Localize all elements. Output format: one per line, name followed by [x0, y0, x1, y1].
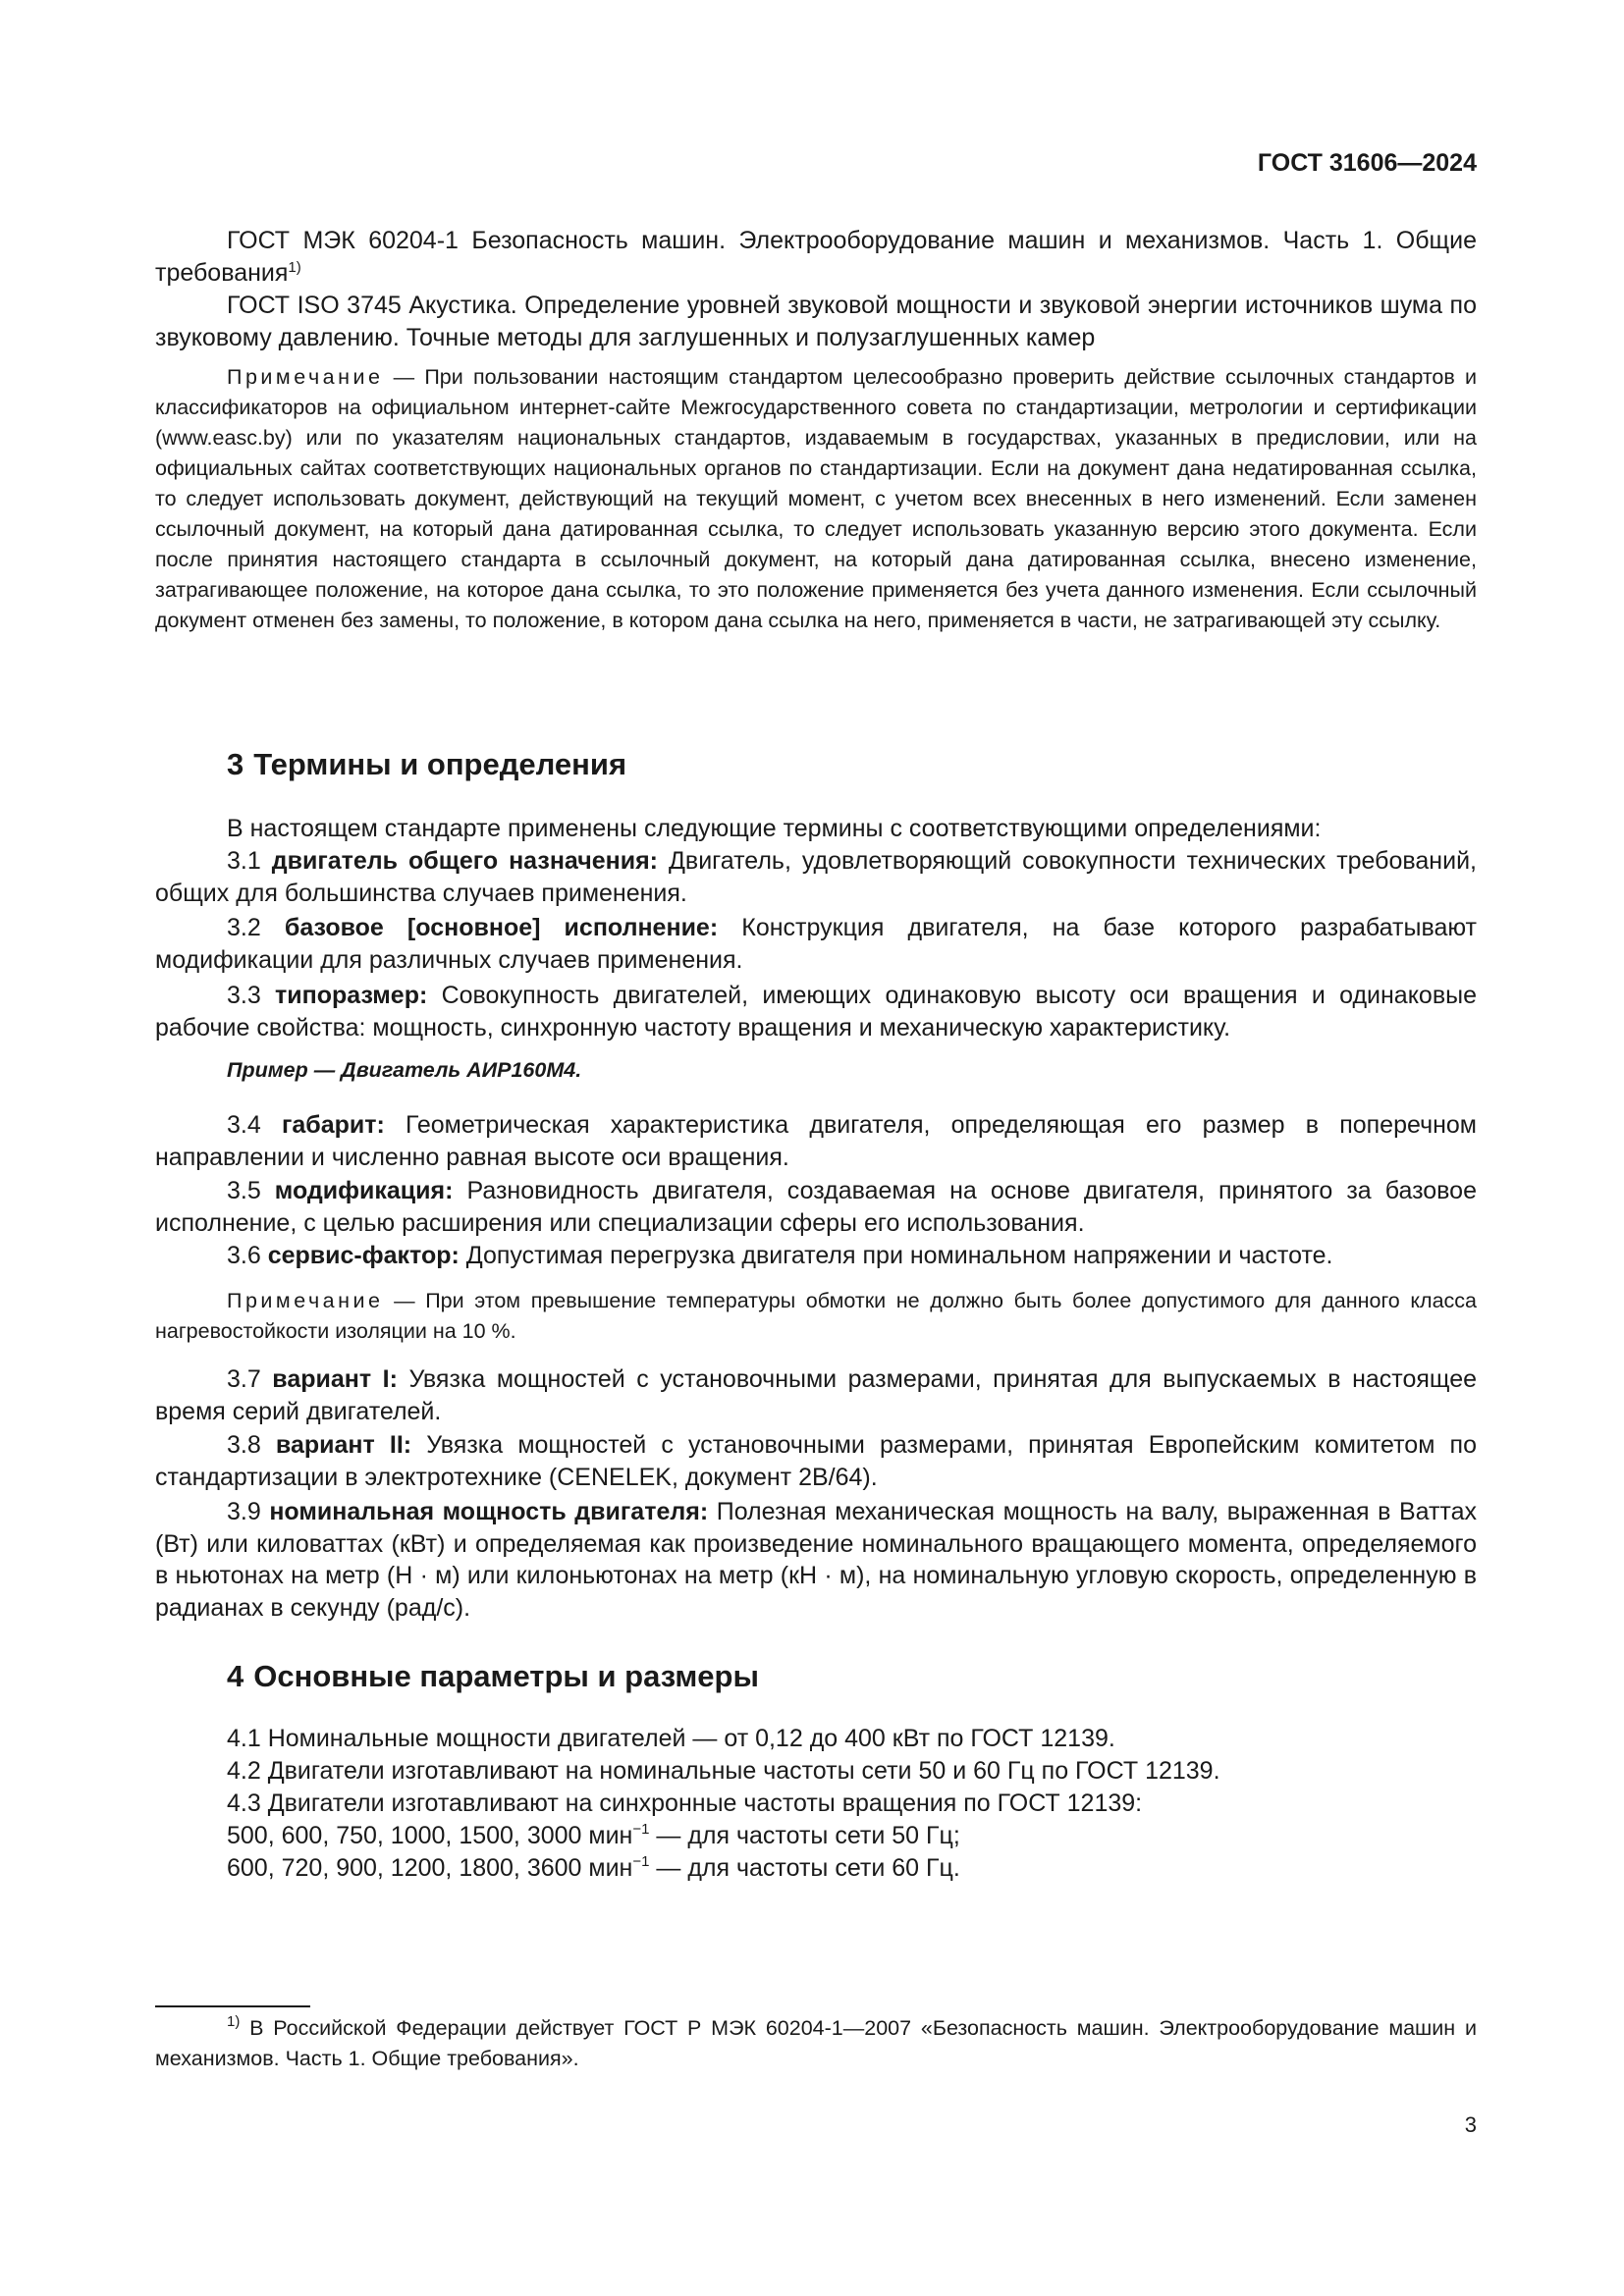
term-number: 3.6	[227, 1242, 268, 1269]
example-text: Пример — Двигатель АИР160М4.	[227, 1058, 582, 1082]
reference-gost-iso-3745: ГОСТ ISO 3745 Акустика. Определение уровней звуковой мощности и звуковой энергии источников шума по звуковому давлению. Точные методы для заглушенных и полузаглушенных камер	[155, 292, 1477, 351]
clause-4-2: 4.2 Двигатели изготавливают на номинальные частоты сети 50 и 60 Гц по ГОСТ 12139.	[227, 1757, 1220, 1785]
section-number: 3	[227, 747, 244, 781]
frequencies-50hz	[155, 1820, 1477, 1852]
reference-text: ГОСТ МЭК 60204-1 Безопасность машин. Электрооборудование машин и механизмов. Часть 1. Общие требования	[155, 227, 1477, 287]
term-name: базовое [основное] исполнение:	[284, 914, 719, 941]
section-heading-3	[155, 745, 1477, 784]
term-definition: Совокупность двигателей, имеющих одинаковую высоту оси вращения и одинаковые рабочие свойства: мощность, синхронную частоту вращения и механическую характеристику.	[155, 982, 1477, 1041]
term-name: двигатель общего назначения:	[271, 847, 658, 875]
term-3-4	[155, 1109, 1477, 1173]
section-3-intro: В настоящем стандарте применены следующие термины с соответствующими определениями:	[227, 815, 1322, 842]
frequency-values: 500, 600, 750, 1000, 1500, 3000 мин	[227, 1822, 633, 1849]
term-number: 3.1	[227, 847, 272, 875]
term-3-1	[155, 845, 1477, 909]
term-3-9	[155, 1496, 1477, 1624]
term-number: 3.7	[227, 1365, 273, 1393]
term-3-5	[155, 1175, 1477, 1239]
term-number: 3.9	[227, 1498, 270, 1525]
term-name: модификация:	[274, 1177, 454, 1204]
term-name: вариант II:	[275, 1431, 412, 1459]
footnote-1	[155, 2013, 1477, 2074]
term-name: сервис-фактор:	[267, 1242, 460, 1269]
term-number: 3.2	[227, 914, 285, 941]
term-definition: Двигатель, удовлетворяющий совокупности технических требований, общих для большинства случаев применения.	[155, 847, 1477, 907]
section-heading-4	[155, 1657, 1477, 1696]
clause-4-1: 4.1 Номинальные мощности двигателей — от 0,12 до 400 кВт по ГОСТ 12139.	[227, 1725, 1115, 1752]
frequency-condition: — для частоты сети 50 Гц;	[649, 1822, 960, 1849]
term-number: 3.8	[227, 1431, 276, 1459]
note-text: — При этом превышение температуры обмотки не должно быть более допустимого для данного класса нагревостойкости изоляции на 10 %.	[155, 1289, 1477, 1343]
example-3-3	[155, 1055, 1477, 1086]
term-definition: Конструкция двигателя, на базе которого разрабатывают модификации для различных случаев применения.	[155, 914, 1478, 974]
term-number: 3.3	[227, 982, 276, 1009]
unit-exponent: −1	[632, 1853, 650, 1870]
term-3-2	[155, 912, 1477, 976]
term-definition: Увязка мощностей с установочными размерами, принятая для выпускаемых в настоящее время серий двигателей.	[155, 1365, 1478, 1425]
frequency-values: 600, 720, 900, 1200, 1800, 3600 мин	[227, 1854, 633, 1882]
clause-4-3: 4.3 Двигатели изготавливают на синхронные частоты вращения по ГОСТ 12139:	[227, 1789, 1143, 1817]
note-service-factor	[155, 1286, 1477, 1347]
term-name: вариант I:	[272, 1365, 398, 1393]
term-number: 3.5	[227, 1177, 275, 1204]
page-number: 3	[1464, 2112, 1477, 2137]
term-3-8	[155, 1429, 1477, 1493]
footnote-reference[interactable]: 1)	[288, 258, 301, 276]
note-text: — При пользовании настоящим стандартом целесообразно проверить действие ссылочных стандартов и классификаторов на официальном интернет-сайте Межгосударственного совета по стандартизации, метрологии и сертификации (www.easc.by) или по указателям национальных стандартов, издаваемым в государствах, указанных в предисловии, или на официальных сайтах соответствующих национальных органов по стандартизации. Если на документ дана недатированная ссылка, то следует использовать документ, действующий на текущий момент, с учетом всех внесенных в него изменений. Если заменен ссылочный документ, на который дана датированная ссылка, то следует использовать указанную версию этого документа. Если после принятия настоящего стандарта в ссылочный документ, на который дана датированная ссылка, внесено изменение, затрагивающее положение, на которое дана ссылка, то это положение применяется без учета данного изменения. Если ссылочный документ отменен без замены, то положение, в котором дана ссылка на него, применяется в части, не затрагивающей эту ссылку.	[155, 365, 1477, 632]
unit-exponent: −1	[632, 1821, 650, 1838]
frequencies-60hz	[155, 1852, 1477, 1885]
note-label: Примечание	[227, 365, 384, 389]
note-references	[155, 362, 1477, 636]
term-3-7	[155, 1363, 1477, 1427]
term-definition: Полезная механическая мощность на валу, выраженная в Ваттах (Вт) или киловаттах (кВт) и определяемая как произведение номинального вращающего момента, определяемого в ньютонах на метр (Н · м) или килоньютонах на метр (кН · м), на номинальную угловую скорость, определенную в радианах в секунду (рад/с).	[155, 1498, 1477, 1622]
term-number: 3.4	[227, 1111, 282, 1139]
term-name: габарит:	[281, 1111, 385, 1139]
term-name: типоразмер:	[275, 982, 428, 1009]
section-title: Основные параметры и размеры	[253, 1659, 759, 1693]
term-3-3	[155, 980, 1477, 1043]
frequency-condition: — для частоты сети 60 Гц.	[649, 1854, 960, 1882]
term-definition: Допустимая перегрузка двигателя при номинальном напряжении и частоте.	[459, 1242, 1333, 1269]
footnote-text: В Российской Федерации действует ГОСТ Р МЭК 60204-1—2007 «Безопасность машин. Электрооборудование машин и механизмов. Часть 1. Общие требования».	[155, 2016, 1477, 2070]
term-definition: Увязка мощностей с установочными размерами, принятая Европейским комитетом по стандартизации в электротехнике (CENELEK, документ 2В/64).	[155, 1431, 1477, 1491]
term-definition: Геометрическая характеристика двигателя, определяющая его размер в поперечном направлении и численно равная высоте оси вращения.	[155, 1111, 1477, 1171]
term-definition: Разновидность двигателя, создаваемая на основе двигателя, принятого за базовое исполнение, с целью расширения или специализации сферы его использования.	[155, 1177, 1477, 1237]
footnote-separator	[155, 2005, 310, 2007]
footnote-marker: 1)	[227, 2013, 241, 2030]
reference-gost-iec-60204-1	[155, 225, 1477, 289]
section-number: 4	[227, 1659, 244, 1693]
note-label: Примечание	[227, 1289, 384, 1312]
section-title: Термины и определения	[253, 747, 627, 781]
term-3-6	[155, 1240, 1477, 1272]
document-id-header: ГОСТ 31606—2024	[1257, 149, 1477, 177]
term-name: номинальная мощность двигателя:	[269, 1498, 709, 1525]
